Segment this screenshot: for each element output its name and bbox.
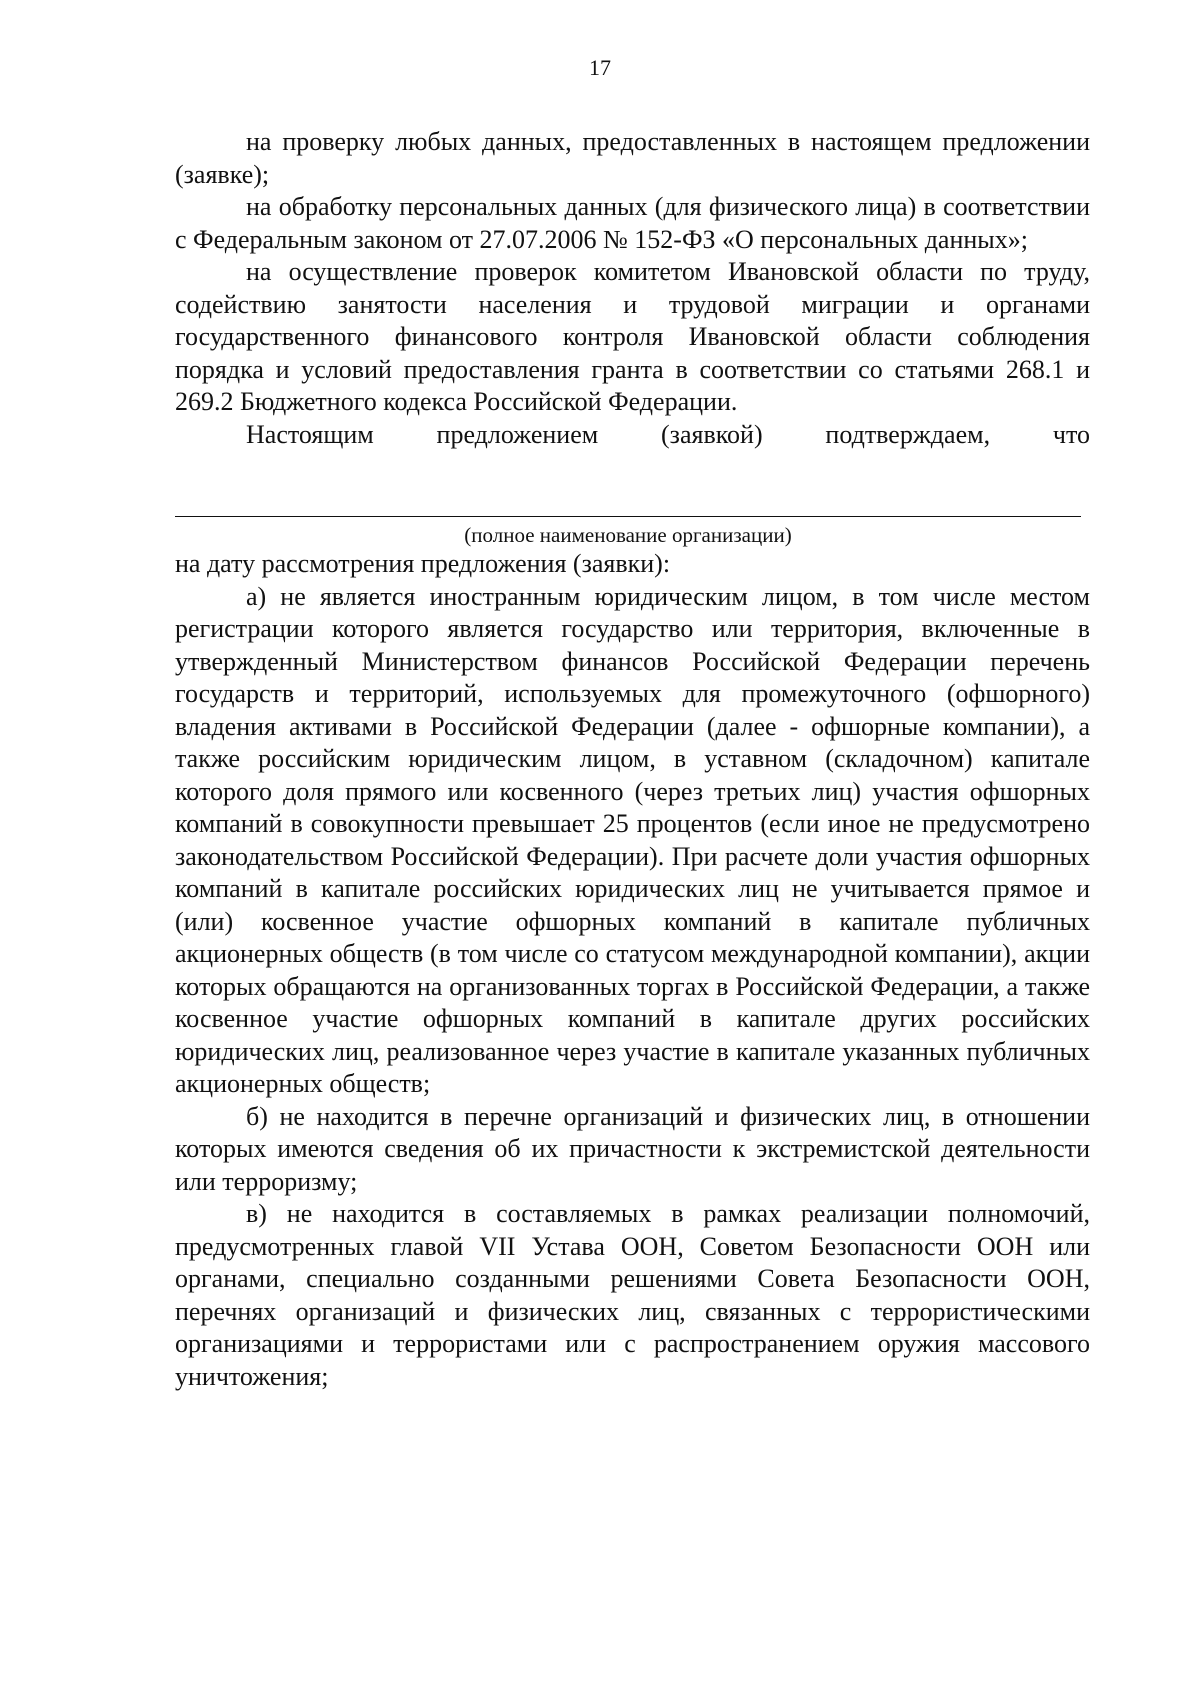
consent-paragraph: на проверку любых данных, предоставленных в настоящем предложении (заявке); [175,127,1090,189]
confirm-line: Настоящим предложением (заявкой) подтверждаем, что [246,419,1090,449]
condition-item: в) не находится в составляемых в рамках реализации полномочий, предусмотренных главой VII Устава ООН, Советом Безопасности ООН или органами, специально созданными решениями Совета Безопасности ООН, перечнях организаций и физических лиц, связанных с террористическими организациями и террористами или с распространением оружия массового уничтожения; [175,1199,1090,1391]
consent-paragraph: на осуществление проверок комитетом Ивановской области по труду, содействию занятости населения и трудовой миграции и органами государственного финансового контроля Ивановской области соблюдения порядка и условий предоставления гранта в соответствии со статьями 268.1 и 269.2 Бюджетного кодекса Российской Федерации. [175,257,1090,416]
organization-name-caption: (полное наименование организации) [464,523,792,547]
condition-item: б) не находится в перечне организаций и физических лиц, в отношении которых имеются сведения об их причастности к экстремистской деятельности или терроризму; [175,1101,1090,1196]
conditions-block [175,548,1090,1393]
condition-item: а) не является иностранным юридическим лицом, в том числе местом регистрации которого является государство или территория, включенные в утвержденный Министерством финансов Российской Федерации перечень государств и территорий, используемых для промежуточного (офшорного) владения активами в Российской Федерации (далее - офшорные компании), а также российским юридическим лицом, в уставном (складочном) капитале которого доля прямого или косвенного (через третьих лиц) участия офшорных компаний в совокупности превышает 25 процентов (если иное не предусмотрено законодательством Российской Федерации). При расчете доли участия офшорных компаний в капитале российских юридических лиц не учитывается прямое и (или) косвенное участие офшорных компаний в капитале публичных акционерных обществ (в том числе со статусом международной компании), акции которых обращаются на организованных торгах в Российской Федерации, а также косвенное участие офшорных компаний в капитале других российских юридических лиц, реализованное через участие в капитале указанных публичных акционерных обществ; [175,581,1090,1098]
date-line: на дату рассмотрения предложения (заявки): [175,549,671,578]
consent-paragraph: на обработку персональных данных (для физического лица) в соответствии с Федеральным законом от 27.07.2006 № 152-ФЗ «О персональных данных»; [175,192,1090,254]
organization-name-blank-line [175,516,1081,517]
page-number: 17 [589,55,611,80]
consents-block [175,126,1090,451]
